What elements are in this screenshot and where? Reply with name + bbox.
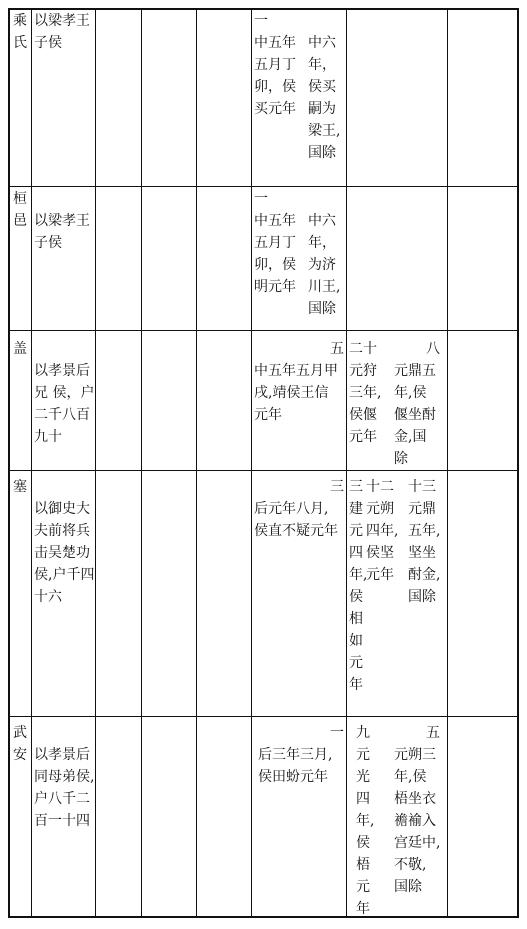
- year-count: 五: [330, 341, 344, 357]
- enfeoffment-note: 以梁孝王 子侯: [34, 213, 90, 251]
- col-divider: [251, 10, 252, 916]
- state-name: 武 安: [13, 725, 27, 763]
- state-name: 桓 邑: [13, 191, 27, 229]
- year-count: 三: [349, 479, 363, 495]
- reign-record: 元鼎 五年, 坚坐 酎金, 国除: [408, 501, 441, 605]
- year-count: 一: [330, 725, 344, 741]
- reign-record: 后三年三月, 侯田蚡元年: [258, 747, 333, 785]
- year-count: 二十: [349, 341, 377, 357]
- year-count: 九: [356, 725, 370, 741]
- enfeoffment-note: 以孝景后 兄 侯，户 二千八百 九十: [34, 363, 95, 445]
- reign-record: 后元年八月, 侯直不疑元年: [254, 501, 338, 539]
- reign-record: 元 光 四 年, 侯 梧 元 年: [356, 747, 375, 917]
- reign-record-end: 中六 年， 侯买 嗣为 梁王, 国除: [308, 35, 341, 161]
- col-divider: [447, 10, 448, 916]
- year-count: 五: [426, 725, 440, 741]
- col-divider: [95, 10, 96, 916]
- col-divider: [196, 10, 197, 916]
- year-count: 八: [426, 341, 440, 357]
- reign-record: 中五年五月甲 戌,靖侯王信 元年: [254, 363, 338, 423]
- row-divider: [10, 186, 517, 187]
- year-count: 三: [330, 479, 344, 495]
- historical-table: [8, 8, 519, 918]
- reign-record: 建 元 四 年, 侯 相 如 元 年: [349, 501, 368, 693]
- reign-record: 一 中五年 五月丁 卯，侯 买元年: [254, 13, 296, 117]
- col-divider: [346, 10, 347, 916]
- enfeoffment-note: 以梁孝王 子侯: [34, 13, 90, 51]
- row-divider: [10, 330, 517, 331]
- enfeoffment-note: 以御史大 夫前将兵 击吴楚功 侯,户千四 十六: [34, 501, 95, 605]
- state-name: 盖: [13, 341, 27, 357]
- col-divider: [31, 10, 32, 916]
- reign-record: 元鼎五 年,侯 偃坐酎 金,国 除: [394, 363, 436, 467]
- col-divider: [141, 10, 142, 916]
- enfeoffment-note: 以孝景后 同母弟侯, 户八千二 百一十四: [34, 747, 95, 829]
- reign-record: 元朔 四年, 侯坚 元年: [366, 501, 399, 583]
- state-name: 塞: [13, 479, 27, 495]
- row-divider: [10, 470, 517, 471]
- row-divider: [10, 716, 517, 717]
- year-count: 十二: [366, 479, 394, 495]
- reign-record: 元朔三 年,侯 梧坐衣 襜褕入 宫廷中, 不敬, 国除: [394, 747, 441, 895]
- reign-record: 元狩 三年, 侯偃 元年: [349, 363, 382, 445]
- year-count: 十三: [408, 479, 436, 495]
- reign-record-end: 中六 年， 为济 川王, 国除: [308, 213, 341, 317]
- reign-record: 一 中五年 五月丁 卯，侯 明元年: [254, 191, 296, 295]
- state-name: 乘 氏: [13, 13, 27, 51]
